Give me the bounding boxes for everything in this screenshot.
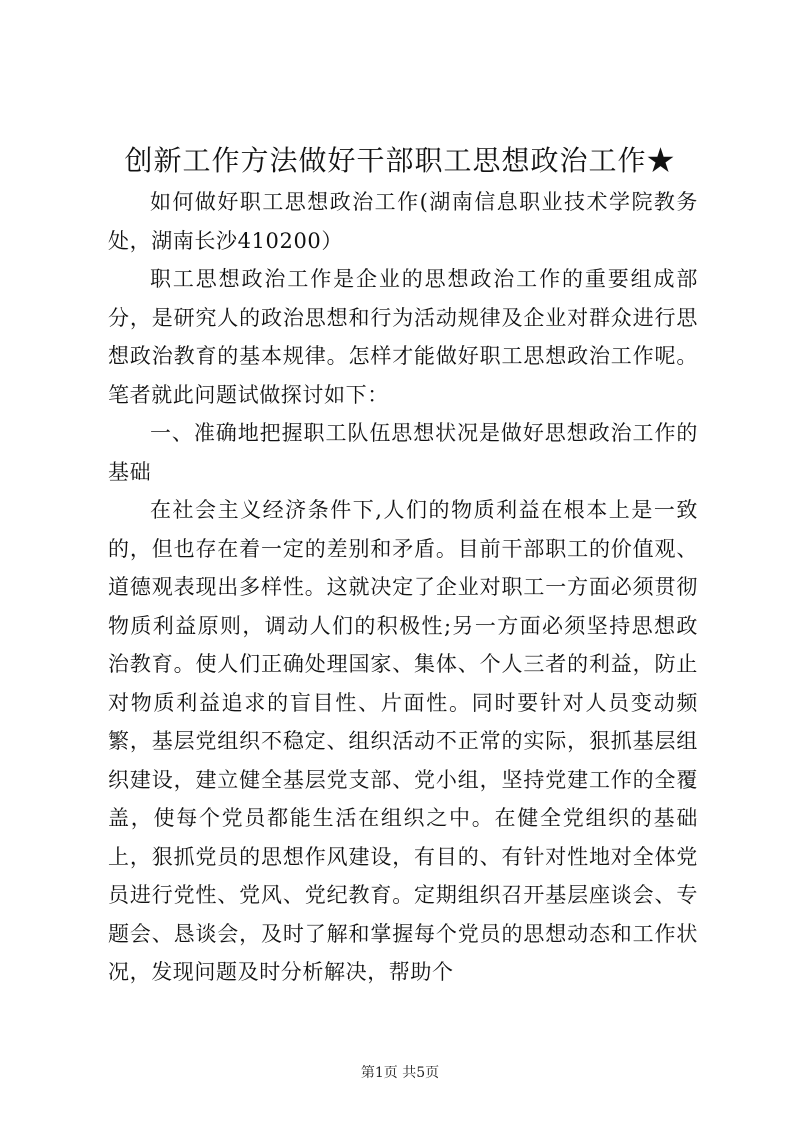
- paragraph-section-1: 在社会主义经济条件下,人们的物质利益在根本上是一致的，但也存在着一定的差别和矛盾。目前干部职工的价值观、道德观表现出多样性。这就决定了企业对职工一方面必须贯彻物质利益原则，调动人们的积极性;另一方面必须坚持思想政治教育。使人们正确处理国家、集体、个人三者的利益，防止对物质利益追求的盲目性、片面性。同时要针对人员变动频繁，基层党组织不稳定、组织活动不正常的实际，狠抓基层组织建设，建立健全基层党支部、党小组，坚持党建工作的全覆盖，使每个党员都能生活在组织之中。在健全党组织的基础上，狠抓党员的思想作风建设，有目的、有针对性地对全体党员进行党性、党风、党纪教育。定期组织召开基层座谈会、专题会、恳谈会，及时了解和掌握每个党员的思想动态和工作状况，发现问题及时分析解决，帮助个: [108, 498, 698, 984]
- page-number-footer: 第1页 共5页: [360, 1065, 440, 1081]
- document-body: [108, 183, 698, 992]
- paragraph-author-affiliation: 如何做好职工思想政治工作(湖南信息职业技术学院教务处，湖南长沙410200）: [108, 190, 698, 253]
- section-heading-1: 一、准确地把握职工队伍思想状况是做好思想政治工作的基础: [108, 421, 698, 484]
- paragraph-introduction: 职工思想政治工作是企业的思想政治工作的重要组成部分，是研究人的政治思想和行为活动规律及企业对群众进行思想政治教育的基本规律。怎样才能做好职工思想政治工作呢。笔者就此问题试做探讨如下：: [108, 267, 698, 407]
- document-title: 创新工作方法做好干部职工思想政治工作★: [124, 144, 676, 177]
